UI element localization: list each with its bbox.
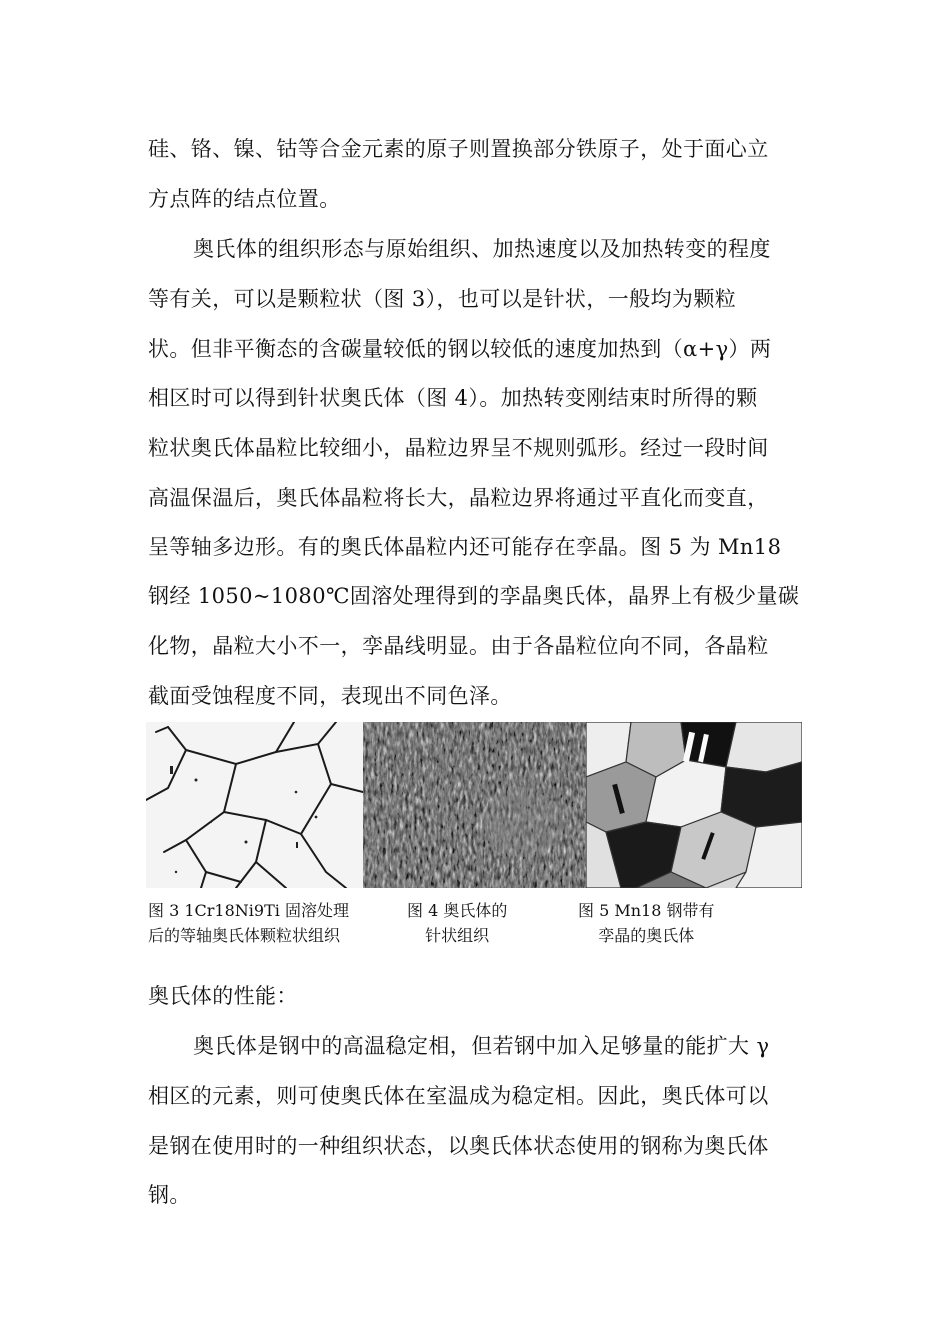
figure-3-caption-line-2: 后的等轴奥氏体颗粒状组织	[148, 926, 341, 945]
paragraph-2-line-9: 化物，晶粒大小不一，孪晶线明显。由于各晶粒位向不同，各晶粒	[148, 634, 769, 658]
paragraph-2-line-8: 钢经 1050~1080℃固溶处理得到的孪晶奥氏体，晶界上有极少量碳	[148, 584, 800, 608]
section-heading: 奥氏体的性能：	[148, 984, 298, 1008]
paragraph-2-line-5: 粒状奥氏体晶粒比较细小，晶粒边界呈不规则弧形。经过一段时间	[148, 436, 769, 460]
figure-4-micrograph	[363, 722, 586, 888]
paragraph-3-line-1: 奥氏体是钢中的高温稳定相，但若钢中加入足够量的能扩大 γ	[193, 1034, 770, 1058]
paragraph-1-line-2: 方点阵的结点位置。	[148, 187, 341, 211]
paragraph-2-line-6: 高温保温后，奥氏体晶粒将长大，晶粒边界将通过平直化而变直，	[148, 486, 769, 510]
figure-strip	[146, 722, 802, 888]
figure-5-micrograph	[586, 722, 802, 888]
paragraph-1-line-1: 硅、铬、镍、钴等合金元素的原子则置换部分铁原子，处于面心立	[148, 137, 769, 161]
figure-3-caption-line-1: 图 3 1Cr18Ni9Ti 固溶处理	[148, 901, 349, 920]
paragraph-3-line-3: 是钢在使用时的一种组织状态，以奥氏体状态使用的钢称为奥氏体	[148, 1134, 769, 1158]
paragraph-2-line-1: 奥氏体的组织形态与原始组织、加热速度以及加热转变的程度	[193, 237, 771, 261]
paragraph-3-line-2: 相区的元素，则可使奥氏体在室温成为稳定相。因此，奥氏体可以	[148, 1084, 769, 1108]
figure-4-caption	[407, 898, 507, 948]
figure-4-caption-line-1: 图 4 奥氏体的	[407, 901, 508, 920]
figure-5-caption-line-2: 孪晶的奥氏体	[598, 926, 695, 945]
paragraph-2-line-7: 呈等轴多边形。有的奥氏体晶粒内还可能存在孪晶。图 5 为 Mn18	[148, 535, 782, 559]
paragraph-2-line-3: 状。但非平衡态的含碳量较低的钢以较低的速度加热到（α+γ）两	[148, 337, 772, 361]
figure-5-caption-line-1: 图 5 Mn18 钢带有	[578, 901, 715, 920]
paragraph-3-line-4: 钢。	[148, 1183, 191, 1207]
figure-5-caption	[578, 898, 715, 948]
figure-4-caption-line-2: 针状组织	[425, 926, 490, 945]
paragraph-2-line-2: 等有关，可以是颗粒状（图 3），也可以是针状，一般均为颗粒	[148, 287, 737, 311]
paragraph-2-line-10: 截面受蚀程度不同，表现出不同色泽。	[148, 684, 512, 708]
figure-3-caption	[148, 898, 349, 948]
figure-3-micrograph	[146, 722, 363, 888]
paragraph-2-line-4: 相区时可以得到针状奥氏体（图 4）。加热转变刚结束时所得的颗	[148, 386, 758, 410]
